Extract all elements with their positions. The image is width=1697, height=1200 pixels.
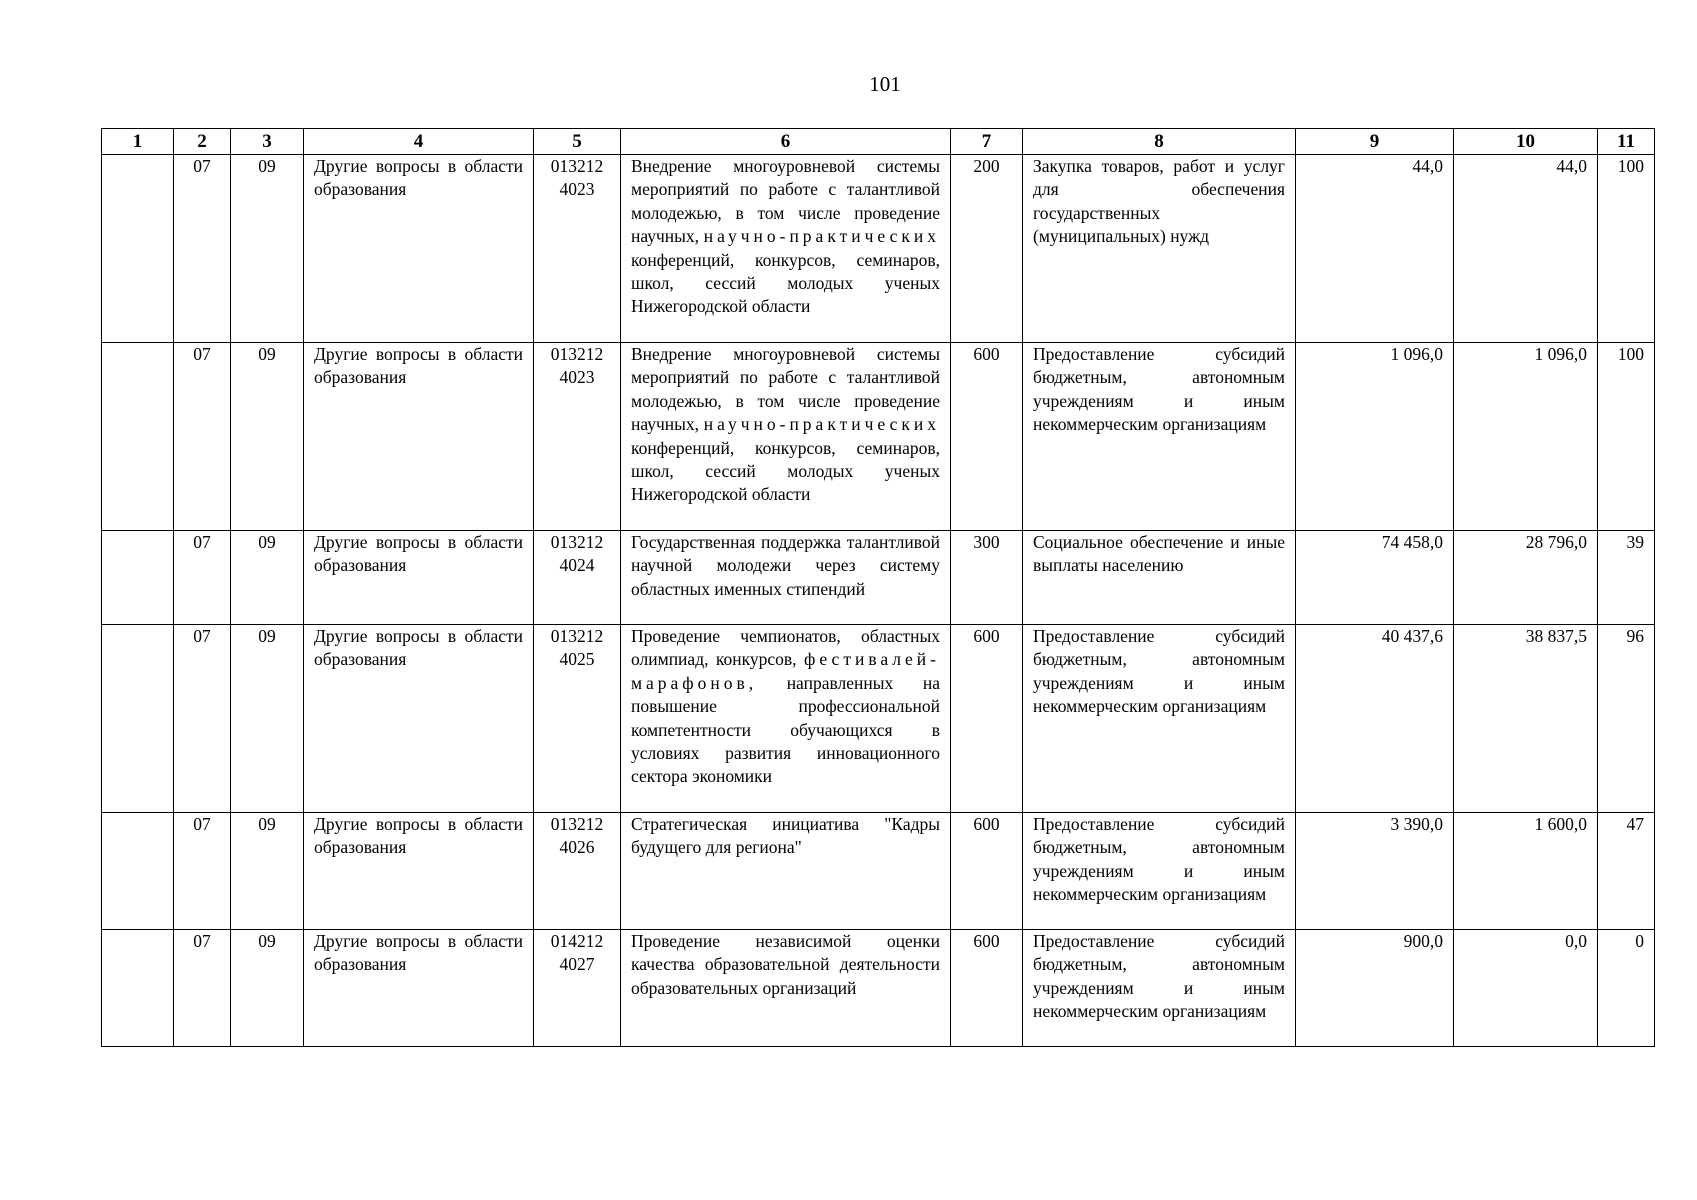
cell-percent: 0	[1598, 930, 1655, 1047]
cell-target-code	[534, 155, 621, 343]
cell-expense-type: 600	[951, 625, 1023, 813]
cell-section-name: Другие вопросы в области образования	[304, 930, 534, 1047]
col-header: 2	[174, 129, 231, 155]
col-header: 4	[304, 129, 534, 155]
cell-target-code	[534, 625, 621, 813]
cell-subsection: 09	[231, 155, 304, 343]
cell-subsection: 09	[231, 813, 304, 930]
cell-target-code	[534, 343, 621, 531]
table-row	[102, 930, 1655, 1047]
code-part: 013212	[550, 532, 604, 552]
cell-col1	[102, 930, 174, 1047]
cell-description	[621, 625, 951, 813]
cell-subsection: 09	[231, 625, 304, 813]
description-text: научно-практических	[703, 414, 940, 435]
cell-section: 07	[174, 343, 231, 531]
cell-target-code	[534, 531, 621, 625]
cell-expense-type: 600	[951, 930, 1023, 1047]
col-header: 1	[102, 129, 174, 155]
code-part: 014212	[550, 931, 604, 951]
cell-subsection: 09	[231, 343, 304, 531]
cell-section: 07	[174, 625, 231, 813]
cell-description	[621, 531, 951, 625]
description-text: конференций, конкурсов, семинаров, школ, сессий молодых ученых Нижегородской области	[631, 437, 940, 505]
cell-expense-name: Предоставление субсидий бюджетным, автономным учреждениям и иным некоммерческим организациям	[1023, 930, 1296, 1047]
cell-executed: 0,0	[1454, 930, 1598, 1047]
budget-table	[101, 128, 1655, 1047]
col-header: 3	[231, 129, 304, 155]
code-part: 4027	[559, 954, 595, 975]
cell-description	[621, 343, 951, 531]
cell-target-code	[534, 813, 621, 930]
cell-expense-name: Предоставление субсидий бюджетным, автономным учреждениям и иным некоммерческим организациям	[1023, 625, 1296, 813]
cell-percent: 39	[1598, 531, 1655, 625]
col-header: 10	[1454, 129, 1598, 155]
cell-planned: 40 437,6	[1296, 625, 1454, 813]
col-header: 9	[1296, 129, 1454, 155]
cell-section-name: Другие вопросы в области образования	[304, 531, 534, 625]
cell-section: 07	[174, 930, 231, 1047]
code-part: 4023	[559, 367, 595, 388]
code-part: 4026	[559, 837, 595, 858]
cell-col1	[102, 343, 174, 531]
description-text: Стратегическая инициатива "Кадры будущего для региона"	[631, 814, 940, 858]
cell-section: 07	[174, 155, 231, 343]
description-text: научно-практических	[703, 226, 940, 247]
cell-executed: 1 600,0	[1454, 813, 1598, 930]
cell-percent: 100	[1598, 155, 1655, 343]
cell-planned: 3 390,0	[1296, 813, 1454, 930]
cell-col1	[102, 531, 174, 625]
cell-section: 07	[174, 531, 231, 625]
cell-executed: 1 096,0	[1454, 343, 1598, 531]
cell-percent: 96	[1598, 625, 1655, 813]
cell-planned: 74 458,0	[1296, 531, 1454, 625]
cell-expense-type: 600	[951, 813, 1023, 930]
cell-expense-name: Закупка товаров, работ и услуг для обеспечения государственных (муниципальных) нужд	[1023, 155, 1296, 343]
table-row	[102, 531, 1655, 625]
description-text: Внедрение многоуровневой системы мероприятий по работе с талантливой молодежью, в том числе проведение научных,	[631, 344, 940, 435]
cell-executed: 38 837,5	[1454, 625, 1598, 813]
code-part: 013212	[550, 156, 604, 176]
cell-executed: 44,0	[1454, 155, 1598, 343]
cell-description	[621, 813, 951, 930]
cell-percent: 100	[1598, 343, 1655, 531]
cell-description	[621, 155, 951, 343]
description-text: направленных на повышение профессиональной компетентности обучающихся в условиях развития инновационного сектора экономики	[631, 672, 940, 787]
description-text: Проведение независимой оценки качества образовательной деятельности образовательных организаций	[631, 931, 940, 998]
page-number: 101	[869, 72, 901, 96]
col-header: 6	[621, 129, 951, 155]
cell-target-code	[534, 930, 621, 1047]
col-header: 5	[534, 129, 621, 155]
cell-section-name: Другие вопросы в области образования	[304, 813, 534, 930]
cell-expense-name: Социальное обеспечение и иные выплаты населению	[1023, 531, 1296, 625]
code-part: 4025	[559, 649, 595, 670]
cell-section-name: Другие вопросы в области образования	[304, 625, 534, 813]
code-part: 013212	[550, 344, 604, 364]
header-row	[102, 129, 1655, 155]
cell-col1	[102, 625, 174, 813]
cell-section-name: Другие вопросы в области образования	[304, 155, 534, 343]
cell-description	[621, 930, 951, 1047]
cell-subsection: 09	[231, 531, 304, 625]
col-header: 11	[1598, 129, 1655, 155]
cell-planned: 1 096,0	[1296, 343, 1454, 531]
description-text: Проведение чемпионатов, областных олимпиад, конкурсов,	[631, 626, 940, 670]
description-text: Государственная поддержка талантливой научной молодежи через систему областных именных стипендий	[631, 532, 940, 599]
table-row	[102, 343, 1655, 531]
cell-section-name: Другие вопросы в области образования	[304, 343, 534, 531]
cell-expense-name: Предоставление субсидий бюджетным, автономным учреждениям и иным некоммерческим организациям	[1023, 813, 1296, 930]
table-row	[102, 625, 1655, 813]
col-header: 8	[1023, 129, 1296, 155]
cell-col1	[102, 813, 174, 930]
cell-section: 07	[174, 813, 231, 930]
description-text: фестивалей-марафонов,	[631, 649, 940, 693]
col-header: 7	[951, 129, 1023, 155]
code-part: 4023	[559, 179, 595, 200]
cell-expense-type: 300	[951, 531, 1023, 625]
code-part: 013212	[550, 626, 604, 646]
cell-planned: 900,0	[1296, 930, 1454, 1047]
cell-col1	[102, 155, 174, 343]
code-part: 013212	[550, 814, 604, 834]
cell-expense-name: Предоставление субсидий бюджетным, автономным учреждениям и иным некоммерческим организациям	[1023, 343, 1296, 531]
description-text: конференций, конкурсов, семинаров, школ, сессий молодых ученых Нижегородской области	[631, 249, 940, 317]
table-row	[102, 155, 1655, 343]
cell-expense-type: 200	[951, 155, 1023, 343]
code-part: 4024	[559, 555, 595, 576]
description-text: Внедрение многоуровневой системы мероприятий по работе с талантливой молодежью, в том числе проведение научных,	[631, 156, 940, 247]
cell-percent: 47	[1598, 813, 1655, 930]
cell-subsection: 09	[231, 930, 304, 1047]
cell-expense-type: 600	[951, 343, 1023, 531]
cell-planned: 44,0	[1296, 155, 1454, 343]
table-row	[102, 813, 1655, 930]
cell-executed: 28 796,0	[1454, 531, 1598, 625]
